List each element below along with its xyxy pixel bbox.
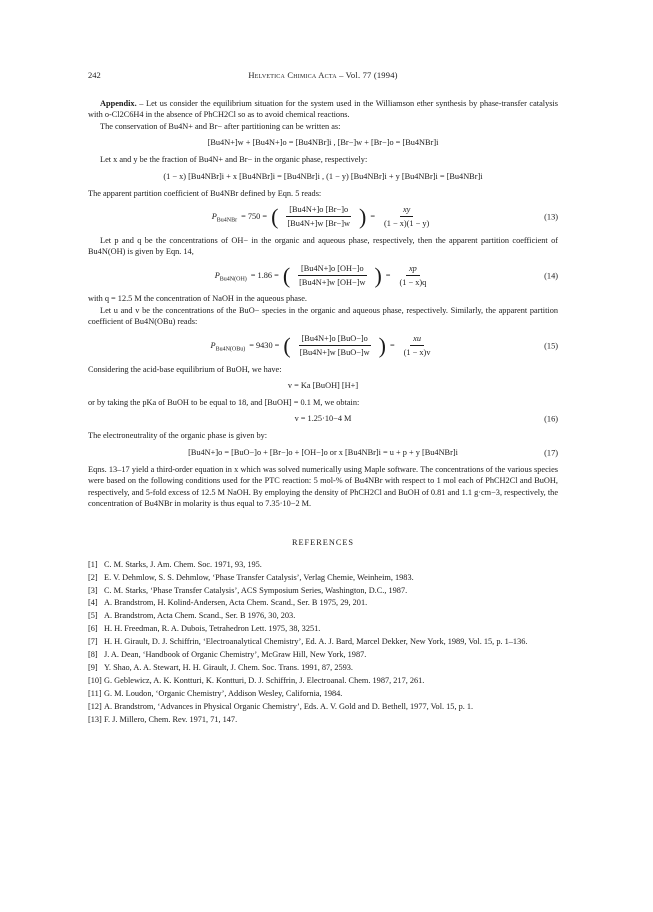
eq14-denominator: [Bu4N+]w [OH−]w: [299, 278, 366, 288]
reference-text: A. Brandstrom, ‘Advances in Physical Organic Chemistry’, Eds. A. V. Gold and D. Bethell, 1977, Vol. 15, p. 1.: [104, 701, 474, 711]
reference-item: [88, 636, 558, 647]
reference-item: [88, 610, 558, 621]
eq13-number: (13): [544, 212, 558, 222]
equation-16: [88, 413, 558, 425]
eq13-value: = 750 =: [241, 212, 268, 222]
appendix-p4: The apparent partition coefficient of Bu4NBr defined by Eqn. 5 reads:: [88, 188, 322, 198]
eq14-number: (14): [544, 270, 558, 280]
eq15-value: = 9430 =: [249, 340, 280, 350]
equation-13: $P_{Bu4NBr}$ = 750 = ( $\frac{[Bu4N+]o [Br-]o}{[Bu4N+]w [Br-]w}$ ) = $\frac{xy}{(1 - x)(1 - y)}$ (13): [211, 203, 558, 229]
reference-text: H. H. Girault, D. J. Schiffrin, ‘Electroanalytical Chemistry’, Ed. A. J. Bard, Marcel Dekker, New York, 1989, Vol. 15, p. 1–136.: [104, 637, 528, 647]
running-header: [88, 70, 558, 84]
appendix-heading: Appendix.: [100, 99, 137, 108]
eq13-subscript: Bu4NBr: [216, 217, 238, 224]
reference-number: [3]: [88, 585, 98, 595]
appendix-p8: Considering the acid-base equilibrium of BuOH, we have:: [88, 364, 282, 374]
eq15-fraction: [297, 333, 373, 359]
reference-item: [88, 585, 558, 596]
reference-item: [88, 597, 558, 608]
reference-text: F. J. Millero, Chem. Rev. 1971, 71, 147.: [104, 714, 238, 724]
eq15-rhs-fraction: [401, 333, 434, 359]
eq14-symbol: P: [214, 270, 220, 280]
eq13-denominator: [Bu4N+]w [Br−]w: [287, 219, 350, 229]
appendix-p2: The conservation of Bu4N+ and Br− after partitioning can be written as:: [100, 121, 341, 131]
appendix-p9: or by taking the pKa of BuOH to be equal to 18, and [BuOH] = 0.1 M, we obtain:: [88, 397, 360, 407]
reference-item: [88, 649, 558, 660]
reference-item: [88, 572, 558, 583]
appendix-p1: – Let us consider the equilibrium situation for the system used in the Williamson ether synthesis by phase-transfer catalysis with o-Cl2C6H4 in the absence of PhCH2Cl so as to avoid chemical reactions.: [88, 99, 559, 120]
eq14-subscript: Bu4N(OH): [219, 276, 247, 283]
eq15-rhs-denominator: (1 − x)v: [403, 348, 431, 358]
appendix-p6: with q = 12.5 M the concentration of NaOH in the aqueous phase.: [88, 294, 307, 304]
journal-line: [88, 70, 558, 81]
eq13-rhs-fraction: [381, 204, 432, 230]
reference-number: [6]: [88, 624, 98, 634]
equation-acid-base: v = Ka [BuOH] [H+]: [287, 380, 359, 390]
appendix-p7: Let u and v be the concentrations of the BuO− species in the organic and aqueous phase, respectively. Similarly, the apparent partition coefficient of Bu4N(OBu) reads:: [88, 305, 558, 327]
eq14-rhs-fraction: [396, 263, 429, 289]
appendix-p3: Let x and y be the fraction of Bu4N+ and Br− in the organic phase, respectively:: [100, 155, 368, 165]
reference-item: [88, 688, 558, 699]
eq13-symbol: P: [211, 212, 217, 222]
reference-number: [10]: [88, 675, 102, 685]
reference-item: [88, 623, 558, 634]
equation-fractions: (1 − x) [Bu4NBr]i + x [Bu4NBr]i = [Bu4NBr]i , (1 − y) [Bu4NBr]i + y [Bu4NBr]i = [Bu4NBr]i: [163, 171, 483, 181]
references-heading: REFERENCES: [291, 538, 355, 548]
eq17-body: [Bu4N+]o = [BuO−]o + [Br−]o + [OH−]o or x [Bu4NBr]i = u + p + y [Bu4NBr]i: [188, 447, 458, 457]
reference-text: G. Geblewicz, A. K. Kontturi, K. Kontturi, D. J. Schiffrin, J. Electroanal. Chem. 1987, 217, 261.: [104, 675, 425, 685]
reference-item: [88, 714, 558, 725]
reference-text: A. Brandstrom, H. Kolind-Andersen, Acta Chem. Scand., Ser. B 1975, 29, 201.: [104, 598, 368, 608]
journal-title: Helvetica Chimica Acta: [248, 70, 337, 80]
reference-text: A. Brandstrom, Acta Chem. Scand., Ser. B 1976, 30, 203.: [104, 611, 296, 621]
reference-text: J. A. Dean, ‘Handbook of Organic Chemistry’, McGraw Hill, New York, 1987.: [104, 650, 367, 660]
reference-text: C. M. Starks, J. Am. Chem. Soc. 1971, 93, 195.: [104, 559, 262, 569]
appendix-p10: The electroneutrality of the organic phase is given by:: [88, 431, 268, 441]
eq15-numerator: [Bu4N+]o [BuO−]o: [299, 333, 371, 346]
eq14-value: = 1.86 =: [250, 270, 279, 280]
eq14-rhs-denominator: (1 − x)q: [399, 278, 427, 288]
reference-number: [13]: [88, 714, 102, 724]
eq14-fraction: [296, 263, 368, 289]
reference-number: [9]: [88, 663, 98, 672]
equation-15: $P_{Bu4N(OBu)}$ = 9430 = ( $\frac{\text{[Bu4N+]o [BuO−]o}}{\text{[Bu4N+]w [BuO−]w}}$ ) = $\frac{xu}{(1 - x)v}$ (15): [210, 332, 558, 358]
appendix-p5: Let p and q be the concentrations of OH− in the organic and aqueous phase, respectively, then the apparent partition coefficient of Bu4N(OH) is given by Eqn. 14,: [88, 235, 558, 257]
eq15-subscript: Bu4N(OBu): [215, 346, 246, 353]
reference-number: [8]: [88, 650, 98, 660]
reference-text: E. V. Dehmlow, S. S. Dehmlow, ‘Phase Transfer Catalysis’, Verlag Chemie, Weinheim, 1983.: [104, 572, 414, 582]
eq15-symbol: P: [210, 340, 216, 350]
eq13-rhs-denominator: (1 − x)(1 − y): [384, 219, 430, 229]
journal-volume: – Vol. 77 (1994): [339, 70, 398, 80]
reference-text: H. H. Freedman, R. A. Dubois, Tetrahedron Lett. 1975, 38, 3251.: [104, 624, 321, 634]
appendix-intro: [88, 98, 558, 121]
eq17-number: (17): [544, 448, 558, 458]
reference-number: [7]: [88, 637, 98, 647]
eq13-numerator: [Bu4N+]o [Br−]o: [286, 204, 351, 217]
eq16-body: v = 1.25·10−4 M: [294, 414, 352, 424]
page-number: 242: [88, 70, 101, 80]
eq13-fraction: [284, 204, 353, 230]
reference-number: [11]: [88, 688, 102, 698]
reference-item: [88, 662, 558, 673]
eq15-number: (15): [544, 340, 558, 350]
equation-conservation: [Bu4N+]w + [Bu4N+]o = [Bu4NBr]i , [Br−]w + [Br−]o = [Bu4NBr]i: [207, 138, 439, 148]
reference-number: [12]: [88, 701, 102, 711]
appendix-p11: Eqns. 13–17 yield a third-order equation in x which was solved numerically using Maple software. The concentrations of the various species were based on the following conditions used for the PTC reaction: 5 mol-% of Bu4NBr with respect to 1 mol each of PhCH2Cl and BuOH, respectively, and 5-fold excess of 12.5 M NaOH. By employing the density of PhCH2Cl and BuOH of 0.81 and 1.1 g·cm−3, respectively, the concentration of Bu4NBr in molarity is thus equal to 7.35·10−2 M.: [88, 464, 558, 508]
eq15-denominator: [Bu4N+]w [BuO−]w: [299, 348, 370, 358]
reference-number: [5]: [88, 611, 98, 621]
equation-14: $P_{Bu4N(OH)}$ = 1.86 = ( $\frac{[Bu4N+]o [OH-]o}{[Bu4N+]w [OH-]w}$ ) = $\frac{xp}{(1 - x)q}$ (14): [214, 262, 558, 288]
eq16-number: (16): [544, 414, 558, 424]
page: [88, 70, 558, 727]
equation-17: [88, 447, 558, 459]
reference-text: Y. Shao, A. A. Stewart, H. H. Girault, J. Chem. Soc. Trans. 1991, 87, 2593.: [104, 663, 353, 672]
reference-item: [88, 675, 558, 686]
reference-text: G. M. Loudon, ‘Organic Chemistry’, Addison Wesley, California, 1984.: [104, 688, 343, 698]
reference-number: [1]: [88, 559, 98, 569]
eq14-rhs-numerator: xp: [406, 263, 420, 276]
reference-item: [88, 559, 558, 570]
reference-list: [88, 559, 558, 725]
reference-number: [2]: [88, 572, 98, 582]
eq15-rhs-numerator: xu: [410, 333, 424, 346]
reference-number: [4]: [88, 598, 98, 608]
eq13-rhs-numerator: xy: [400, 204, 413, 217]
eq14-numerator: [Bu4N+]o [OH−]o: [298, 263, 367, 276]
reference-item: [88, 701, 558, 712]
reference-text: C. M. Starks, ‘Phase Transfer Catalysis’, ACS Symposium Series, Washington, D.C., 1987.: [104, 585, 408, 595]
